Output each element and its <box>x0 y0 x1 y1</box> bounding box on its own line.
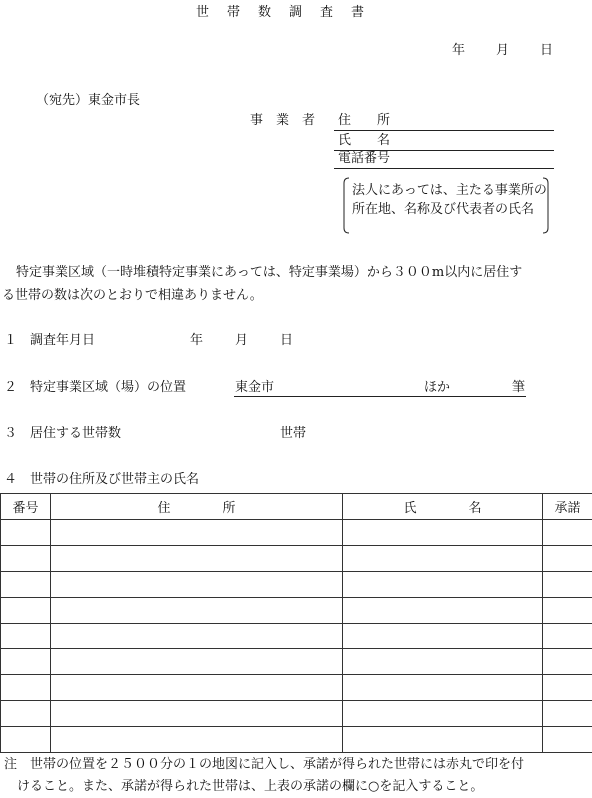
footnote-line-1: 注 世帯の位置を２５００分の１の地図に記入し、承諾が得られた世帯には赤丸で印を付 <box>4 754 524 776</box>
cell-name[interactable] <box>343 545 543 571</box>
cell-name[interactable] <box>343 701 543 727</box>
cell-address[interactable] <box>51 623 343 649</box>
title-char: 査 <box>320 6 351 19</box>
cell-number[interactable] <box>1 597 51 623</box>
household-table <box>0 493 592 753</box>
cell-consent[interactable] <box>543 649 592 675</box>
cell-number[interactable] <box>1 675 51 701</box>
cell-consent[interactable] <box>543 597 592 623</box>
cell-consent[interactable] <box>543 701 592 727</box>
applicant-label: 事 業 者 <box>250 114 315 127</box>
table-row <box>1 597 592 623</box>
phone-line <box>334 168 554 169</box>
corporate-note: 法人にあっては、主たる事業所の所在地、名称及び代表者の氏名 <box>352 181 548 219</box>
cell-consent[interactable] <box>543 727 592 753</box>
item-survey-day: 日 <box>280 334 293 347</box>
header-address: 住 所 <box>51 494 343 520</box>
cell-name[interactable] <box>343 649 543 675</box>
cell-number[interactable] <box>1 701 51 727</box>
table-header-row <box>1 494 592 520</box>
addressee: （宛先）東金市長 <box>36 94 140 107</box>
table-row <box>1 727 592 753</box>
item-location-city: 東金市 <box>235 381 274 394</box>
cell-address[interactable] <box>51 727 343 753</box>
cell-number[interactable] <box>1 727 51 753</box>
header-consent: 承諾 <box>543 494 592 520</box>
cell-number[interactable] <box>1 649 51 675</box>
intro-line-1: 特定事業区域（一時堆積特定事業にあっては、特定事業場）から３００m以内に居住す <box>16 266 522 279</box>
title-char: 数 <box>258 6 289 19</box>
document-date <box>452 44 562 60</box>
header-name: 氏 名 <box>343 494 543 520</box>
cell-address[interactable] <box>51 545 343 571</box>
table-row <box>1 675 592 701</box>
title-char: 世 <box>196 6 227 19</box>
table-row <box>1 649 592 675</box>
title-char: 調 <box>289 6 320 19</box>
cell-name[interactable] <box>343 623 543 649</box>
item-household-count-label: ３ 居住する世帯数 <box>4 427 121 440</box>
location-underline <box>234 396 526 397</box>
item-household-list-label: ４ 世帯の住所及び世帯主の氏名 <box>4 473 199 486</box>
cell-number[interactable] <box>1 623 51 649</box>
table-row <box>1 701 592 727</box>
title-char: 書 <box>351 6 382 19</box>
applicant-phone-label: 電話番号 <box>338 152 390 165</box>
cell-number[interactable] <box>1 520 51 546</box>
cell-address[interactable] <box>51 701 343 727</box>
date-month: 月 <box>496 44 509 57</box>
cell-address[interactable] <box>51 520 343 546</box>
date-year: 年 <box>452 44 465 57</box>
cell-name[interactable] <box>343 571 543 597</box>
table-row <box>1 545 592 571</box>
cell-consent[interactable] <box>543 675 592 701</box>
intro-line-2: る世帯の数は次のとおりで相違ありません。 <box>2 289 263 302</box>
item-location-hitsu: 筆 <box>512 381 525 394</box>
footnote <box>4 754 524 798</box>
date-day: 日 <box>540 44 553 57</box>
cell-name[interactable] <box>343 727 543 753</box>
cell-address[interactable] <box>51 649 343 675</box>
table-body <box>1 520 592 753</box>
item-survey-date-label: １ 調査年月日 <box>4 334 95 347</box>
item-location-label: ２ 特定事業区域（場）の位置 <box>4 381 186 394</box>
cell-name[interactable] <box>343 675 543 701</box>
document-title <box>196 6 382 19</box>
title-char: 帯 <box>227 6 258 19</box>
applicant-address-label: 住 所 <box>338 114 390 127</box>
table-row <box>1 520 592 546</box>
applicant-name-label: 氏 名 <box>338 134 390 147</box>
cell-address[interactable] <box>51 597 343 623</box>
header-number: 番号 <box>1 494 51 520</box>
cell-address[interactable] <box>51 675 343 701</box>
cell-name[interactable] <box>343 597 543 623</box>
cell-consent[interactable] <box>543 623 592 649</box>
address-line <box>334 130 554 131</box>
table-row <box>1 571 592 597</box>
cell-consent[interactable] <box>543 520 592 546</box>
cell-number[interactable] <box>1 545 51 571</box>
cell-number[interactable] <box>1 571 51 597</box>
left-bracket <box>344 178 349 233</box>
cell-consent[interactable] <box>543 545 592 571</box>
table-row <box>1 623 592 649</box>
item-location-hoka: ほか <box>424 381 450 394</box>
footnote-line-2: けること。また、承諾が得られた世帯は、上表の承諾の欄に○を記入すること。 <box>4 776 524 798</box>
item-household-unit: 世帯 <box>280 427 306 440</box>
item-survey-year: 年 <box>190 334 203 347</box>
item-survey-month: 月 <box>235 334 248 347</box>
cell-name[interactable] <box>343 520 543 546</box>
cell-consent[interactable] <box>543 571 592 597</box>
cell-address[interactable] <box>51 571 343 597</box>
